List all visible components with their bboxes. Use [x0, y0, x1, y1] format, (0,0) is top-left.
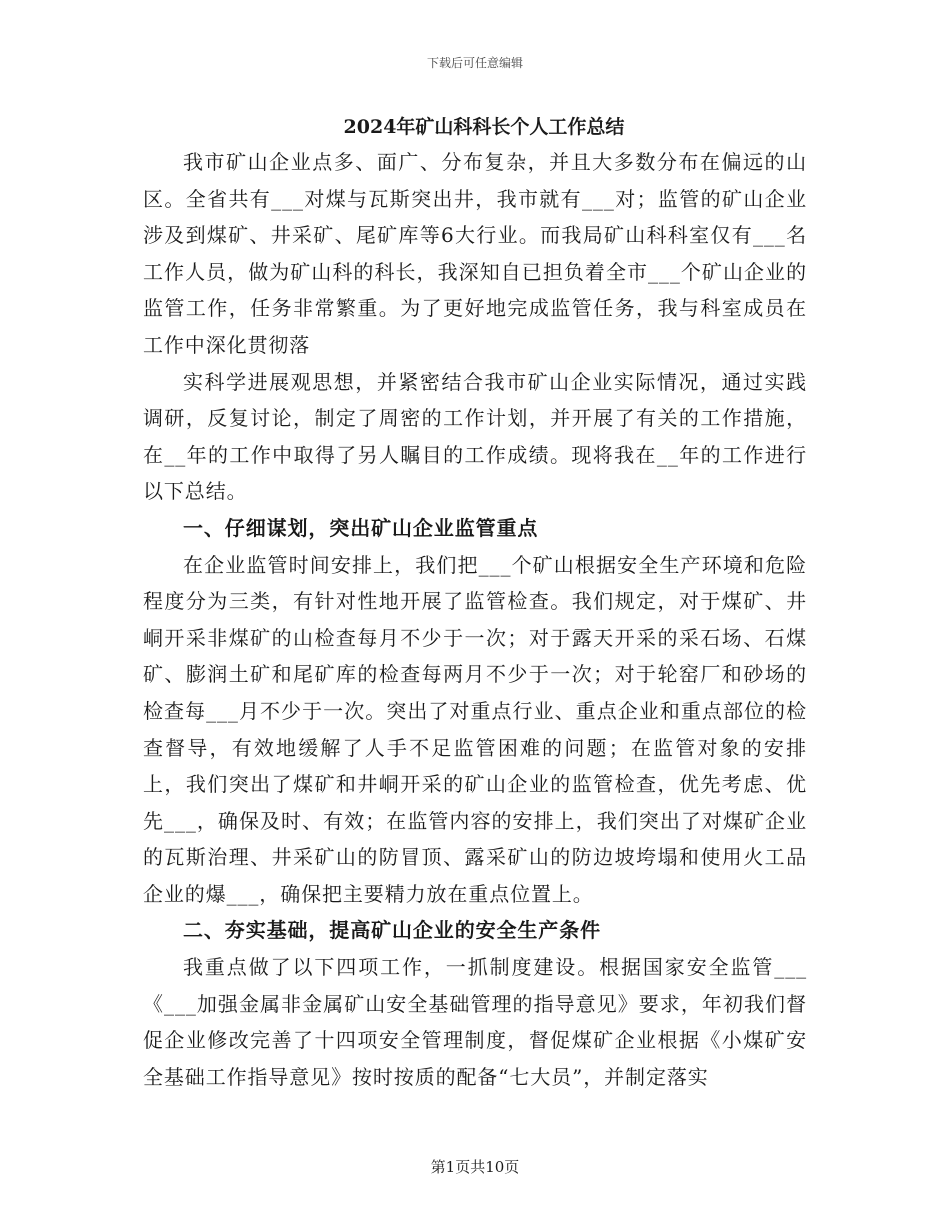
section-2-heading: 二、夯实基础，提高矿山企业的安全生产条件: [183, 918, 601, 943]
intro-paragraph-1: 我市矿山企业点多、面广、分布复杂，并且大多数分布在偏远的山区。全省共有___对煤与瓦斯突出井，我市就有___对；监管的矿山企业涉及到煤矿、井采矿、尾矿库等6大行业。而我局矿山科科室仅有___名工作人员，做为矿山科的科长，我深知自已担负着全市___个矿山企业的监管工作，任务非常繁重。为了更好地完成监管任务，我与科室成员在工作中深化贯彻落: [143, 150, 807, 357]
document-title: 2024年矿山科科长个人工作总结: [343, 116, 625, 138]
intro-paragraph-2: 实科学进展观思想，并紧密结合我市矿山企业实际情况，通过实践调研，反复讨论，制定了周密的工作计划，并开展了有关的工作措施，在__年的工作中取得了另人瞩目的工作成绩。现将我在__年的工作进行以下总结。: [143, 369, 807, 504]
document-body: [143, 110, 807, 1095]
download-edit-note: 下载后可任意编辑: [426, 56, 523, 70]
section-2-body: 我重点做了以下四项工作，一抓制度建设。根据国家安全监管___《___加强金属非金属矿山安全基础管理的指导意见》要求，年初我们督促企业修改完善了十四项安全管理制度，督促煤矿企业根据《小煤矿安全基础工作指导意见》按时按质的配备“七大员”，并制定落实: [143, 955, 807, 1089]
section-1-body: 在企业监管时间安排上，我们把___个矿山根据安全生产环境和危险程度分为三类，有针对性地开展了监管检查。我们规定，对于煤矿、井峒开采非煤矿的山检查每月不少于一次；对于露天开采的采石场、石煤矿、膨润土矿和尾矿库的检查每两月不少于一次；对于轮窑厂和砂场的检查每___月不少于一次。突出了对重点行业、重点企业和重点部位的检查督导，有效地缓解了人手不足监管困难的问题；在监管对象的安排上，我们突出了煤矿和井峒开采的矿山企业的监管检查，优先考虑、优先___，确保及时、有效；在监管内容的安排上，我们突出了对煤矿企业的瓦斯治理、井采矿山的防冒顶、露采矿山的防边坡垮塌和使用火工品企业的爆___，确保把主要精力放在重点位置上。: [143, 552, 807, 906]
page-number: 第1页共10页: [430, 1158, 520, 1176]
section-1-heading: 一、仔细谋划，突出矿山企业监管重点: [183, 515, 539, 540]
